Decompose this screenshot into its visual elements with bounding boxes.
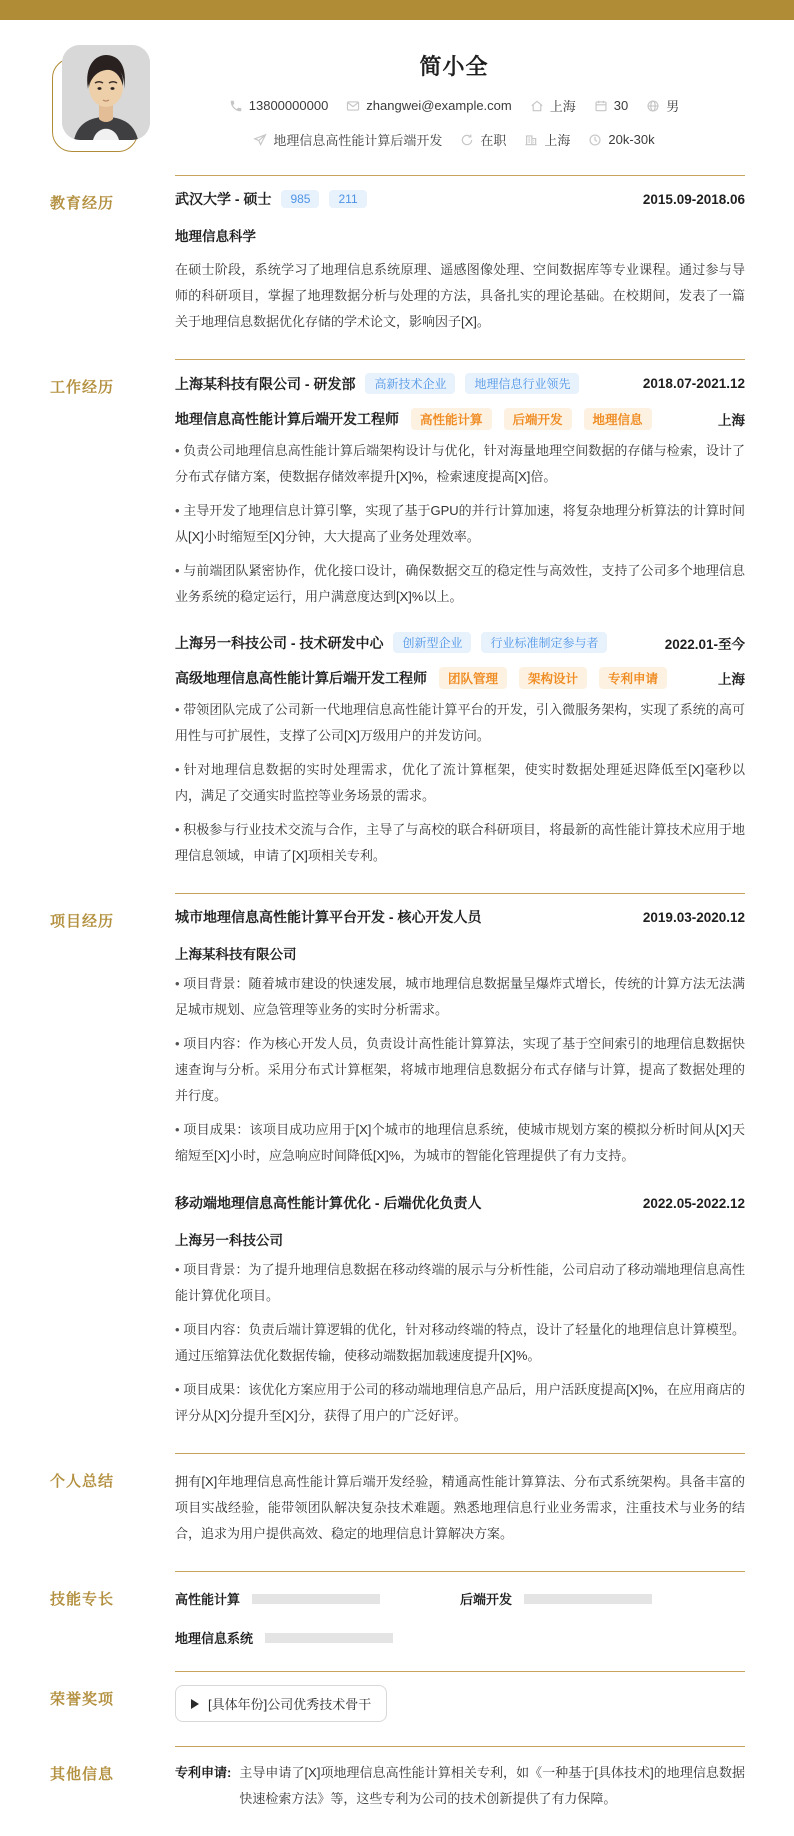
job-role: 地理信息高性能计算后端开发工程师: [175, 411, 399, 427]
gender-icon: [646, 99, 660, 113]
job-bullet: • 与前端团队紧密协作，优化接口设计，确保数据交互的稳定性与高效性，支持了公司多个地理信息业务系统的稳定运行，用户满意度达到[X]%以上。: [175, 558, 745, 610]
company-badge: 高新技术企业: [365, 373, 455, 394]
school-badge-211: 211: [329, 190, 366, 208]
honor-toggle-item[interactable]: [175, 1685, 387, 1722]
company-name: 上海某科技有限公司 - 研发部: [175, 375, 356, 392]
phone-number: 13800000000: [248, 98, 329, 113]
section-skills: [0, 1571, 794, 1671]
project-bullet: • 项目内容：负责后端计算逻辑的优化，针对移动终端的特点，设计了轻量化的地理信息计算模型。通过压缩算法优化数据传输，使移动端数据加载速度提升[X]%。: [175, 1317, 745, 1369]
salary-item: [588, 132, 654, 147]
job-tag: 团队管理: [439, 667, 507, 689]
age-value: 30: [613, 98, 629, 113]
email-address: zhangwei@example.com: [366, 98, 512, 113]
city-item: [524, 130, 570, 149]
city-value: 上海: [544, 133, 571, 148]
job-status-value: 在职: [480, 133, 507, 148]
salary-value: 20k-30k: [608, 132, 655, 147]
salary-icon: [588, 133, 602, 147]
section-title-summary: 个人总结: [50, 1473, 115, 1490]
job-entry-1: [175, 373, 745, 610]
section-work: [0, 359, 794, 893]
project-bullet: • 项目成果：该项目成功应用于[X]个城市的地理信息系统，使城市规划方案的模拟分析时间从[X]天缩短至[X]小时，应急响应时间降低[X]%，为城市的智能化管理提供了有力支持。: [175, 1117, 745, 1169]
job-tag: 架构设计: [519, 667, 587, 689]
contact-row-1: [162, 96, 746, 115]
skill-bar: [265, 1633, 393, 1643]
project-entry-2: [175, 1193, 745, 1429]
summary-text: 拥有[X]年地理信息高性能计算后端开发经验，精通高性能计算算法、分布式系统架构。具备丰富的项目实战经验，能带领团队解决复杂技术难题。熟悉地理信息行业业务需求，注重技术与业务的结合，追求为用户提供高效、稳定的地理信息计算解决方案。: [175, 1474, 745, 1541]
project-bullet: • 项目成果：该优化方案应用于公司的移动端地理信息产品后，用户活跃度提高[X]%，在应用商店的评分从[X]分提升至[X]分，获得了用户的广泛好评。: [175, 1377, 745, 1429]
company-badge: 地理信息行业领先: [465, 373, 579, 394]
skill-item-hpc: [175, 1589, 460, 1608]
major-name: 地理信息科学: [175, 229, 256, 244]
gender-value: 男: [666, 99, 680, 114]
email-item: [346, 98, 511, 113]
skill-label: 高性能计算: [175, 1592, 241, 1607]
target-position-item: [253, 130, 442, 149]
job-tag: 后端开发: [504, 408, 572, 430]
play-icon: [191, 1699, 199, 1709]
skill-label: 后端开发: [460, 1592, 513, 1607]
project-date: 2019.03-2020.12: [642, 909, 745, 925]
job-tag: 专利申请: [599, 667, 667, 689]
skill-item-backend: [460, 1589, 745, 1608]
skill-item-gis: [175, 1628, 460, 1647]
section-title-work: 工作经历: [50, 379, 115, 396]
section-summary: [0, 1453, 794, 1571]
section-title-honors: 荣誉奖项: [50, 1691, 115, 1708]
job-tag: 地理信息: [584, 408, 652, 430]
job-location: 上海: [718, 413, 745, 428]
location-value: 上海: [549, 99, 576, 114]
company-name: 上海另一科技公司 - 技术研发中心: [175, 634, 384, 651]
job-bullet: • 带领团队完成了公司新一代地理信息高性能计算平台的开发，引入微服务架构，实现了系统的高可用性与可扩展性，支撑了公司[X]万级用户的并发访问。: [175, 697, 745, 749]
project-title: 城市地理信息高性能计算平台开发 - 核心开发人员: [175, 909, 482, 925]
honor-text: [具体年份]公司优秀技术骨干: [208, 1697, 372, 1712]
section-projects: [0, 893, 794, 1453]
contact-row-2: [162, 130, 746, 149]
patent-text: 主导申请了[X]项地理信息高性能计算相关专利，如《一种基于[具体技术]的地理信息数据快速检索方法》等，这些专利为公司的技术创新提供了有力保障。: [239, 1765, 745, 1806]
job-date: 2018.07-2021.12: [642, 376, 745, 391]
section-title-projects: 项目经历: [50, 913, 115, 930]
phone-item: [229, 98, 329, 113]
header-info: [162, 45, 746, 149]
job-bullet: • 负责公司地理信息高性能计算后端架构设计与优化，针对海量地理空间数据的存储与检索，设计了分布式存储方案，使数据存储效率提升[X]%，检索速度提高[X]倍。: [175, 438, 745, 490]
school-badge-985: 985: [281, 190, 319, 208]
section-title-skills: 技能专长: [50, 1591, 115, 1608]
company-badge: 创新型企业: [393, 632, 471, 653]
job-role: 高级地理信息高性能计算后端开发工程师: [175, 670, 427, 686]
patent-info: [175, 1760, 745, 1812]
company-badge: 行业标准制定参与者: [481, 632, 607, 653]
portrait-illustration: [62, 45, 150, 140]
job-status-item: [460, 130, 506, 149]
section-other: [0, 1746, 794, 1836]
skill-bar: [252, 1594, 380, 1604]
avatar: [62, 45, 150, 140]
project-company: 上海某科技有限公司: [175, 947, 297, 962]
education-description: 在硕士阶段，系统学习了地理信息系统原理、遥感图像处理、空间数据库等专业课程。通过参与导师的科研项目，掌握了地理数据分析与处理的方法，具备扎实的理论基础。在校期间，发表了一篇关于地理信息数据优化存储的学术论文，影响因子[X]。: [175, 262, 745, 329]
education-date: 2015.09-2018.06: [642, 191, 745, 207]
job-location: 上海: [718, 672, 745, 687]
project-entry-1: [175, 907, 745, 1169]
age-item: [594, 98, 628, 113]
city-icon: [524, 133, 538, 147]
section-honors: [0, 1671, 794, 1746]
email-icon: [346, 99, 360, 113]
home-icon: [530, 99, 544, 113]
job-tag: 高性能计算: [411, 408, 492, 430]
skill-label: 地理信息系统: [175, 1631, 254, 1646]
job-bullet: • 主导开发了地理信息计算引擎，实现了基于GPU的并行计算加速，将复杂地理分析算法的计算时间从[X]小时缩短至[X]分钟，大大提高了业务处理效率。: [175, 498, 745, 550]
phone-icon: [229, 99, 243, 113]
age-icon: [594, 99, 608, 113]
gender-item: [646, 96, 679, 115]
job-status-icon: [460, 133, 474, 147]
project-bullet: • 项目内容：作为核心开发人员，负责设计高性能计算算法，实现了基于空间索引的地理信息数据快速查询与分析。采用分布式计算框架，将城市地理信息数据分布式存储与计算，提高了数据处理的并行度。: [175, 1031, 745, 1109]
candidate-name: 简小全: [419, 54, 489, 79]
patent-label: 专利申请:: [175, 1765, 232, 1780]
project-bullet: • 项目背景：随着城市建设的快速发展，城市地理信息数据量呈爆炸式增长，传统的计算方法无法满足城市规划、应急管理等业务的实时分析需求。: [175, 971, 745, 1023]
school-name: 武汉大学 - 硕士: [175, 191, 272, 207]
target-position-value: 地理信息高性能计算后端开发: [273, 133, 443, 148]
target-position-icon: [253, 133, 267, 147]
top-accent-bar: [0, 0, 794, 20]
project-bullet: • 项目背景：为了提升地理信息数据在移动终端的展示与分析性能，公司启动了移动端地理信息高性能计算优化项目。: [175, 1257, 745, 1309]
section-education: [0, 175, 794, 359]
photo-column: [50, 45, 162, 149]
location-item: [530, 96, 576, 115]
project-company: 上海另一科技公司: [175, 1233, 283, 1248]
job-date: 2022.01-至今: [664, 636, 745, 652]
section-title-other: 其他信息: [50, 1766, 115, 1783]
job-entry-2: [175, 632, 745, 869]
resume-header: [0, 20, 794, 175]
project-title: 移动端地理信息高性能计算优化 - 后端优化负责人: [175, 1195, 482, 1211]
job-bullet: • 针对地理信息数据的实时处理需求，优化了流计算框架，使实时数据处理延迟降低至[X]毫秒以内，满足了交通实时监控等业务场景的需求。: [175, 757, 745, 809]
job-bullet: • 积极参与行业技术交流与合作，主导了与高校的联合科研项目，将最新的高性能计算技术应用于地理信息领域，申请了[X]项相关专利。: [175, 817, 745, 869]
project-date: 2022.05-2022.12: [642, 1195, 745, 1211]
section-title-education: 教育经历: [50, 195, 115, 212]
skill-bar: [524, 1594, 652, 1604]
